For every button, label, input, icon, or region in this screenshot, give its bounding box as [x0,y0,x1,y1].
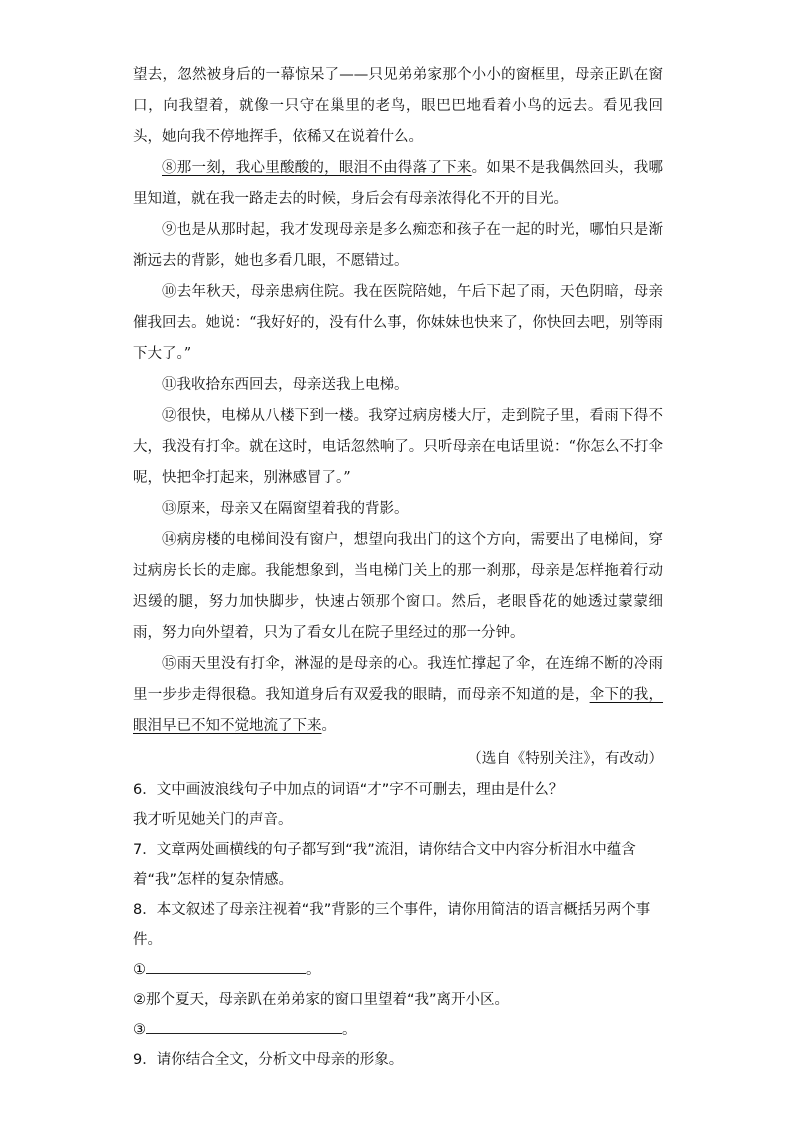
question-6: 6．文中画波浪线句子中加点的词语“才”字不可删去，理由是什么？ [133,782,564,798]
question-8-item-3-end: 。 [342,1022,357,1038]
story-paragraph-15-end: 。 [321,718,336,734]
question-8-item-1-number: ① [133,962,146,978]
story-paragraph-intro: 望去，忽然被身后的一幕惊呆了——只见弟弟家那个小小的窗框里，母亲正趴在窗口，向我望着，就像一只守在巢里的老鸟，眼巴巴地看着小鸟的远去。看见我回头，她向我不停地挥手，依稀又在说着什么。 [133,67,663,145]
answer-blank-3[interactable] [146,1017,342,1034]
story-paragraph-10: ⑩去年秋天，母亲患病住院。我在医院陪她，午后下起了雨，天色阴暗，母亲催我回去。她说：“我好好的，没有什么事，你妹妹也快来了，你快回去吧，别等雨下大了。” [133,284,663,362]
underlined-sentence-tears-1: ⑧那一刻，我心里酸酸的，眼泪不由得落了下来 [162,160,472,176]
story-paragraph-14: ⑭病房楼的电梯间没有窗户，想望向我出门的这个方向，需要出了电梯间，穿过病房长长的走廊。我能想象到，当电梯门关上的那一刹那，母亲是怎样拖着行动迟缓的腿，努力加快脚步，快速占领那个窗口。然后，老眼昏花的她透过蒙蒙细雨，努力向外望着，只为了看女儿在院子里经过的那一分钟。 [133,532,663,641]
story-paragraph-15-start: ⑮雨天里没有打伞，淋湿的是母亲的心。我连忙撑起了伞，在连绵不断的冷雨里一步步走得很稳。我知道身后有双爱我的眼睛，而母亲不知道的是， [133,656,663,703]
question-8-item-3 [133,1015,663,1045]
question-6-sentence: 我才听见她关门的声音。 [133,812,293,828]
story-paragraph-11: ⑪我收拾东西回去，母亲送我上电梯。 [162,377,409,393]
question-8-item-1-end: 。 [306,962,321,978]
story-paragraph-13: ⑬原来，母亲又在隔窗望着我的背影。 [162,501,409,517]
question-8-item-2: ②那个夏天，母亲趴在弟弟家的窗口里望着“我”离开小区。 [133,992,510,1008]
question-8: 8．本文叙述了母亲注视着“我”背影的三个事件，请你用简洁的语言概括另两个事件。 [133,902,651,948]
story-paragraph-15 [133,649,663,742]
answer-blank-1[interactable] [146,957,306,974]
question-8-item-3-number: ③ [133,1022,146,1038]
underlined-sentence-tears-2: 伞下的我，眼泪早已不知不觉地流了下来 [133,687,664,734]
question-7: 7．文章两处画横线的句子都写到“我”流泪，请你结合文中内容分析泪水中蕴含着“我”怎样的复杂情感。 [133,842,636,888]
document-content [133,60,663,1075]
story-paragraph-9: ⑨也是从那时起，我才发现母亲是多么痴恋和孩子在一起的时光，哪怕只是渐渐远去的背影，她也多看几眼，不愿错过。 [133,222,663,269]
story-paragraph-8-rest: 。如果不是我偶然回头，我哪里知道，就在我一路走去的时候，身后会有母亲浓得化不开的目光。 [133,160,664,207]
question-9: 9．请你结合全文，分析文中母亲的形象。 [133,1052,404,1068]
story-paragraph-8 [133,153,663,215]
question-8-item-1 [133,955,663,985]
story-paragraph-12: ⑫很快，电梯从八楼下到一楼。我穿过病房楼大厅，走到院子里，看雨下得不大，我没有打伞。就在这时，电话忽然响了。只听母亲在电话里说：“你怎么不打伞呢，快把伞打起来，别淋感冒了。” [133,408,663,486]
source-citation: （选自《特别关注》，有改动） [467,751,663,767]
